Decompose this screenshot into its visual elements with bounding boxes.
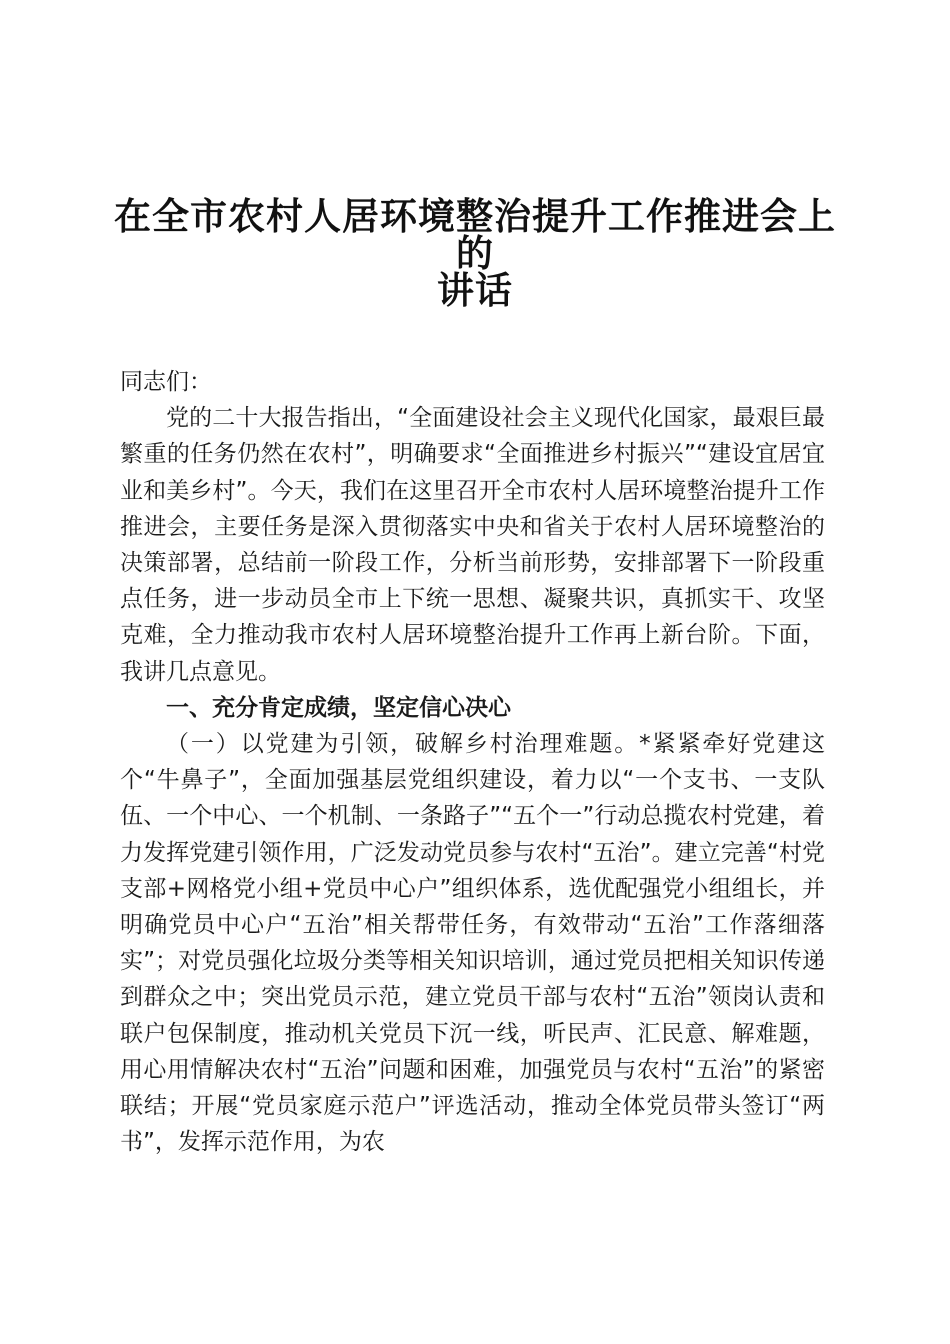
subsection-paragraph: （一）以党建为引领，破解乡村治理难题。*紧紧牵好党建这个“牛鼻子”，全面加强基层党组织建设，着力以“一个支书、一支队伍、一个中心、一个机制、一条路子”“五个一”行动总揽农村党建，着力发挥党建引领作用，广泛发动党员参与农村“五治”。建立完善“村党支部+网格党小组+党员中心户”组织体系，选优配强党小组组长，并明确党员中心户“五治”相关帮带任务，有效带动“五治”工作落细落实”；对党员强化垃圾分类等相关知识培训，通过党员把相关知识传递到群众之中；突出党员示范，建立党员干部与农村“五治”领岗认责和联户包保制度，推动机关党员下沉一线，听民声、汇民意、解难题，用心用情解决农村“五治”问题和困难，加强党员与农村“五治”的紧密联结；开展“党员家庭示范户”评选活动，推动全体党员带头签订“两书”，发挥示范作用，为农: [120, 731, 825, 1156]
salutation: 同志们：: [120, 369, 212, 395]
document-body: [120, 364, 825, 1160]
document-title-line-2: 讲话: [437, 268, 513, 312]
document-title-line-1: 在全市农村人居环境整治提升工作推进会上的: [114, 194, 836, 275]
intro-paragraph: 党的二十大报告指出，“全面建设社会主义现代化国家，最艰巨最繁重的任务仍然在农村”，明确要求“全面推进乡村振兴”“建设宜居宜业和美乡村”。今天，我们在这里召开全市农村人居环境整治提升工作推进会，主要任务是深入贯彻落实中央和省关于农村人居环境整治的决策部署，总结前一阶段工作，分析当前形势，安排部署下一阶段重点任务，进一步动员全市上下统一思想、凝聚共识，真抓实干、攻坚克难，全力推动我市农村人居环境整治提升工作再上新台阶。下面，我讲几点意见。: [120, 405, 825, 685]
section-heading: 一、充分肯定成绩，坚定信心决心: [166, 694, 511, 721]
